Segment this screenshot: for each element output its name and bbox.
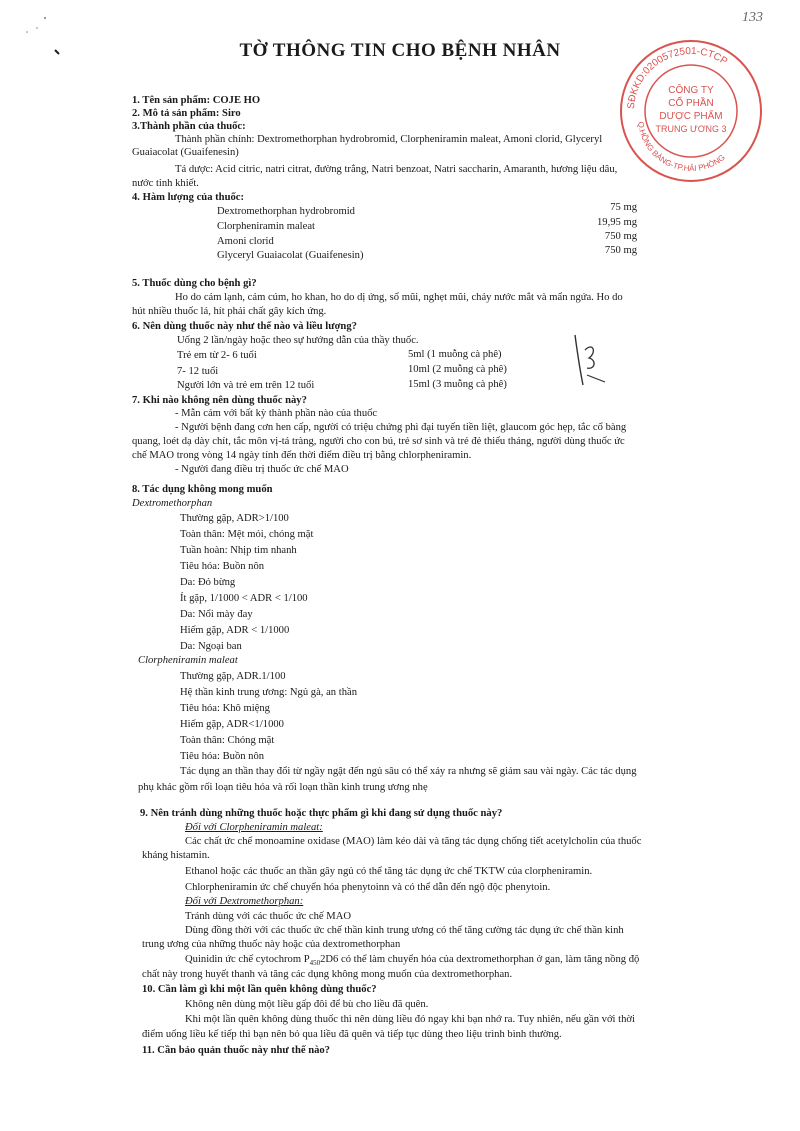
- s10-line-2: Khi một lần quên không dùng thuốc thì nên dùng liều đó ngay khi bạn nhớ ra. Tuy nhiên, nếu gần với thời: [185, 1014, 635, 1025]
- adr-line: Thường gặp, ADR.1/100: [180, 671, 286, 682]
- s9-sub-dextromethorphan: Đối với Dextromethorphan:: [185, 896, 304, 907]
- page-number: 133: [742, 10, 763, 25]
- stamp-line-1: CÔNG TY: [668, 85, 714, 96]
- ingredient-name: Amoni clorid: [217, 236, 274, 247]
- s8-heading: 8. Tác dụng không mong muốn: [132, 484, 273, 495]
- s9-a1: Các chất ức chế monoamine oxidase (MAO) làm kéo dài và tăng tác dụng chống tiết acetylcholin của thuốc: [185, 836, 642, 847]
- s3-main-2: Guaiacolat (Guaifenesin): [132, 147, 239, 158]
- ingredient-dose: 750 mg: [604, 245, 637, 256]
- adr-line: Hiếm gặp, ADR<1/1000: [180, 719, 284, 730]
- s8-note-1: Tác dụng an thần thay đổi từ ngầy ngật đến ngủ sâu có thể xảy ra nhưng sẽ giảm sau vài ngày. Các tác dụng: [180, 766, 637, 777]
- s9-a3: Ethanol hoặc các thuốc an thần gây ngủ có thể tăng tác dụng ức chế TKTW của clorpheniramin.: [185, 866, 593, 877]
- adr-line: Ít gặp, 1/1000 < ADR < 1/100: [180, 593, 308, 604]
- adr-line: Thường gặp, ADR>1/100: [180, 513, 289, 524]
- s3-heading: 3.Thành phần của thuốc:: [132, 121, 246, 132]
- s9-b2: Dùng đồng thời với các thuốc ức chế thần kinh trung ương có thể tăng cường tác dụng ức chế thần kinh: [185, 925, 624, 936]
- s9-a4: Chlorpheniramin ức chế chuyển hóa phenytoinn và có thể dẫn đến ngộ độc phenytoin.: [185, 882, 551, 893]
- s7-line-5: - Người đang điều trị thuốc ức chế MAO: [175, 464, 349, 475]
- s8-dextromethorphan: Dextromethorphan: [132, 498, 213, 509]
- dosage-amount: 15ml (3 muỗng cà phê): [408, 379, 507, 390]
- s7-line-2: - Người bệnh đang cơn hen cấp, người có triệu chứng phì đại tuyến tiền liệt, glaucom góc hẹp, tắc cổ bàng: [175, 422, 627, 433]
- adr-line: Da: Ngoại ban: [180, 641, 242, 652]
- s3-exc-2: nước tinh khiết.: [132, 178, 199, 189]
- stamp-line-3: DƯỢC PHẨM: [659, 111, 723, 122]
- s9-b3: trung ương của những thuốc này hoặc của dextromethorphan: [142, 939, 401, 950]
- stamp-line-2: CỔ PHẦN: [668, 98, 714, 109]
- s6-heading: 6. Nên dùng thuốc này như thế nào và liều lượng?: [132, 321, 357, 332]
- adr-line: Tiêu hóa: Buồn nôn: [180, 561, 265, 572]
- s11-heading: 11. Cần bảo quản thuốc này như thế nào?: [142, 1045, 330, 1056]
- adr-line: Toàn thân: Mệt mỏi, chóng mặt: [180, 529, 314, 540]
- s7-line-1: - Mẫn cảm với bất kỳ thành phần nào của thuốc: [175, 408, 378, 419]
- s3-exc-1: Tá dược: Acid citric, natri citrat, đường trắng, Natri benzoat, Natri saccharin, Amaranth, hương liệu dâu,: [175, 164, 618, 175]
- s9-a2: kháng histamin.: [142, 850, 210, 861]
- adr-line: Hệ thần kinh trung ương: Ngủ gà, an thần: [180, 687, 357, 698]
- s10-line-3: điểm uống liều kế tiếp thì bạn nên bỏ qua liều đã quên và tiếp tục dùng theo liệu trình bình thường.: [142, 1029, 562, 1040]
- s9-b5: chất này trong huyết thanh và tăng các dụng không mong muốn của dextromethorphan.: [142, 969, 513, 980]
- s10-line-1: Không nên dùng một liều gấp đôi để bù cho liều đã quên.: [185, 999, 429, 1010]
- adr-line: Tuần hoàn: Nhịp tim nhanh: [180, 545, 297, 556]
- ingredient-dose: 75 mg: [610, 202, 637, 213]
- s7-line-4: chế MAO trong vòng 14 ngày tính đến thời điểm điều trị bằng chlorpheniramin.: [132, 450, 472, 461]
- ingredient-name: Clorpheniramin maleat: [217, 221, 315, 232]
- s7-line-3: quang, loét dạ dày chít, tắc môn vị-tá tràng, người cho con bú, trẻ sơ sinh và trẻ đẻ thiếu tháng, người dùng thuốc ức: [132, 436, 625, 447]
- dosage-amount: 5ml (1 muỗng cà phê): [408, 349, 502, 360]
- product-name: 1. Tên sản phẩm: COJE HO: [132, 95, 261, 106]
- s9-b1: Tránh dùng với các thuốc ức chế MAO: [185, 911, 351, 922]
- s9-sub-clorpheniramin: Đối với Clorpheniramin maleat:: [185, 822, 323, 833]
- s8-clorpheniramin: Clorpheniramin maleat: [138, 655, 238, 666]
- s10-heading: 10. Cần làm gì khi một lần quên không dùng thuốc?: [142, 984, 377, 995]
- s8-note-2: phụ khác gồm rối loạn tiêu hóa và rối loạn thần kinh trung ương nhẹ: [138, 782, 428, 793]
- stamp-line-4: TRUNG ƯƠNG 3: [655, 124, 727, 134]
- product-description: 2. Mô tả sản phẩm: Siro: [132, 108, 241, 119]
- ingredient-dose: 750 mg: [604, 231, 637, 242]
- s5-line-2: hút nhiều thuốc lá, hít phải chất gây kích ứng.: [132, 306, 327, 317]
- s7-heading: 7. Khi nào không nên dùng thuốc này?: [132, 395, 307, 406]
- adr-line: Da: Nổi mày đay: [180, 609, 253, 620]
- dosage-amount: 10ml (2 muỗng cà phê): [408, 364, 507, 375]
- ingredient-name: Dextromethorphan hydrobromid: [217, 206, 355, 217]
- ingredient-dose: 19,95 mg: [596, 217, 637, 228]
- stamp-top-text: SĐKKD:0200572501-CTCP: [625, 45, 730, 110]
- s4-heading: 4. Hàm lượng của thuốc:: [132, 192, 244, 203]
- ingredient-name: Glyceryl Guaiacolat (Guaifenesin): [217, 250, 364, 261]
- dosage-age: Người lớn và trẻ em trên 12 tuổi: [177, 380, 315, 391]
- company-stamp: [616, 36, 766, 186]
- s5-line-1: Ho do cảm lạnh, cảm cúm, ho khan, ho do dị ứng, sổ mũi, nghẹt mũi, chảy nước mắt và mẩn ngứa. Ho do: [175, 292, 623, 303]
- adr-line: Hiếm gặp, ADR < 1/1000: [180, 625, 290, 636]
- s6-intro: Uống 2 lần/ngày hoặc theo sự hướng dẫn của thầy thuốc.: [177, 335, 419, 346]
- s9-heading: 9. Nên tránh dùng những thuốc hoặc thực phẩm gì khi đang sử dụng thuốc này?: [140, 808, 503, 819]
- adr-line: Da: Đỏ bừng: [180, 577, 236, 588]
- s3-main-1: Thành phần chính: Dextromethorphan hydrobromid, Clorpheniramin maleat, Amoni clorid, Glyceryl: [175, 134, 603, 145]
- handwritten-initials: [565, 330, 615, 390]
- page-title: TỜ THÔNG TIN CHO BỆNH NHÂN: [239, 40, 561, 61]
- dosage-age: 7- 12 tuổi: [177, 366, 219, 377]
- dosage-age: Trẻ em từ 2- 6 tuổi: [177, 350, 257, 361]
- adr-line: Tiêu hóa: Buồn nôn: [180, 751, 265, 762]
- s5-heading: 5. Thuốc dùng cho bệnh gì?: [132, 278, 257, 289]
- adr-line: Toàn thân: Chóng mặt: [180, 735, 275, 746]
- stamp-bottom-text: Q.HỒNG BÀNG-TP.HẢI PHÒNG: [636, 121, 727, 174]
- s9-b4: Quinidin ức chế cytochrom $P_{450}2D6$ có thể làm chuyển hóa của dextromethorphan ở gan, làm tăng nồng độ: [185, 954, 640, 968]
- adr-line: Tiêu hóa: Khô miệng: [180, 703, 270, 714]
